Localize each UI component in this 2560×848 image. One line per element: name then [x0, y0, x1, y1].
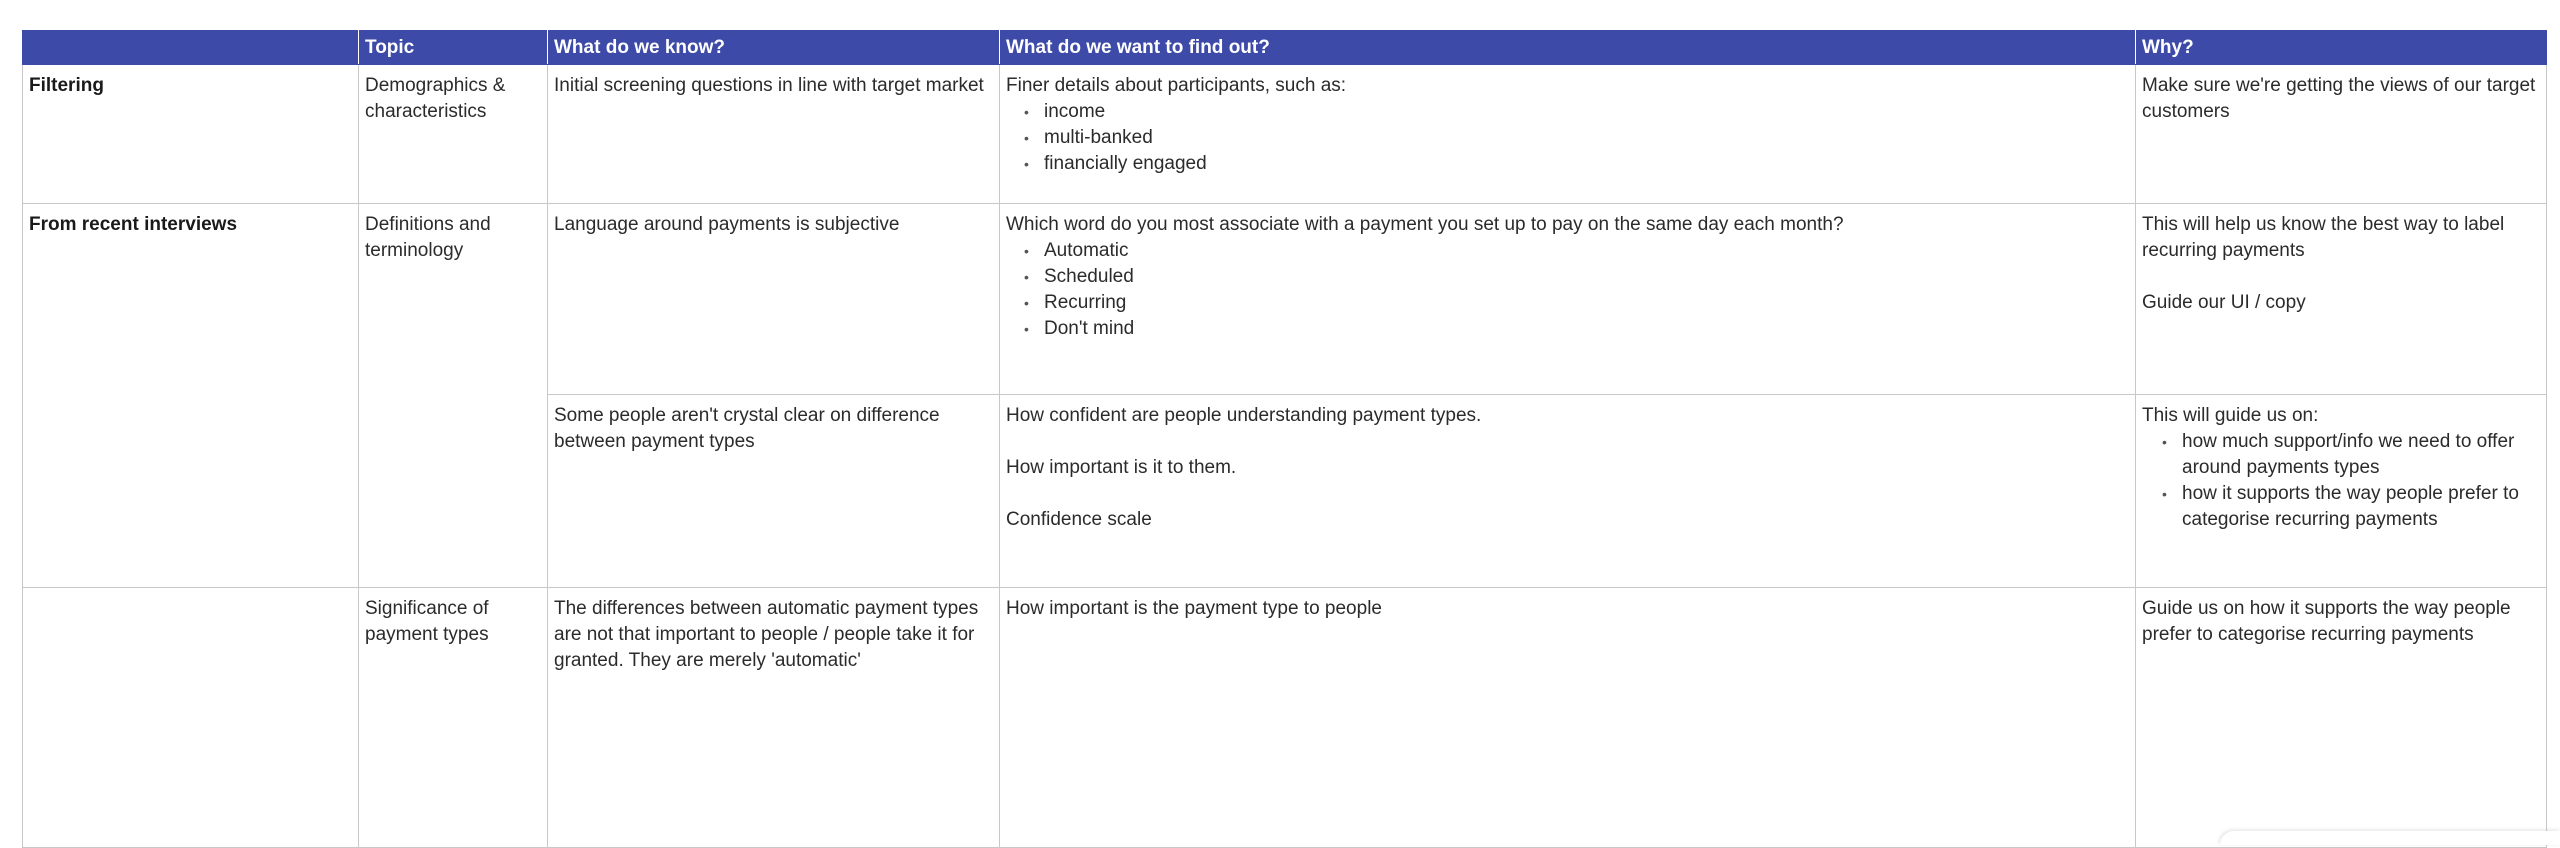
- row-why: [2136, 588, 2547, 848]
- list-item: • Recurring: [1024, 290, 2129, 316]
- table-row: [23, 395, 2547, 588]
- research-plan-table: [22, 30, 2547, 848]
- table-row: [23, 588, 2547, 848]
- row-category: Filtering: [23, 65, 359, 204]
- row-why: [2136, 65, 2547, 204]
- row-category-empty: [23, 395, 359, 588]
- row-why: [2136, 204, 2547, 395]
- list-item: • Automatic: [1024, 238, 2129, 264]
- header-why: Why?: [2136, 31, 2547, 65]
- table-row: [23, 65, 2547, 204]
- row-why: [2136, 395, 2547, 588]
- why-intro: This will guide us on:: [2142, 405, 2319, 426]
- find-out-intro: Finer details about participants, such as:: [1006, 75, 1347, 96]
- header-category: [23, 31, 359, 65]
- row-find-out: [1000, 65, 2136, 204]
- find-out-line: How important is it to them.: [1006, 457, 1237, 478]
- find-out-line: How important is the payment type to people: [1006, 598, 1382, 619]
- list-item: • how much support/info we need to offer around payments types: [2162, 429, 2540, 481]
- row-find-out: [1000, 395, 2136, 588]
- row-topic-empty: [359, 395, 548, 588]
- list-item: • financially engaged: [1024, 151, 2129, 177]
- list-item: • Don't mind: [1024, 316, 2129, 342]
- list-item: • income: [1024, 99, 2129, 125]
- why-list: [2142, 429, 2540, 533]
- why-text: Guide us on how it supports the way people prefer to categorise recurring payments: [2142, 598, 2511, 645]
- row-know: The differences between automatic payment types are not that important to people / people take it for granted. They are merely 'automatic': [548, 588, 1000, 848]
- row-topic: Significance of payment types: [359, 588, 548, 848]
- row-category: [23, 588, 359, 848]
- row-know: Language around payments is subjective: [548, 204, 1000, 395]
- header-what-to-find-out: What do we want to find out?: [1000, 31, 2136, 65]
- why-text: Make sure we're getting the views of our target customers: [2142, 75, 2536, 122]
- find-out-list: [1006, 99, 2129, 177]
- row-category: From recent interviews: [23, 204, 359, 395]
- find-out-intro: Which word do you most associate with a payment you set up to pay on the same day each month?: [1006, 214, 1844, 235]
- row-topic: Demographics & characteristics: [359, 65, 548, 204]
- table-header-row: [23, 31, 2547, 65]
- list-item: • multi-banked: [1024, 125, 2129, 151]
- list-item: • how it supports the way people prefer to categorise recurring payments: [2162, 481, 2540, 533]
- table-row: [23, 204, 2547, 395]
- row-topic: Definitions and terminology: [359, 204, 548, 395]
- row-find-out: [1000, 588, 2136, 848]
- why-text-secondary: Guide our UI / copy: [2142, 292, 2306, 313]
- header-topic: Topic: [359, 31, 548, 65]
- floating-panel-edge: [2220, 831, 2560, 845]
- row-know: Initial screening questions in line with target market: [548, 65, 1000, 204]
- row-know: Some people aren't crystal clear on difference between payment types: [548, 395, 1000, 588]
- header-what-we-know: What do we know?: [548, 31, 1000, 65]
- why-text: This will help us know the best way to label recurring payments: [2142, 214, 2505, 261]
- find-out-line: Confidence scale: [1006, 509, 1152, 530]
- row-find-out: [1000, 204, 2136, 395]
- find-out-list: [1006, 238, 2129, 342]
- list-item: • Scheduled: [1024, 264, 2129, 290]
- find-out-line: How confident are people understanding payment types.: [1006, 405, 1482, 426]
